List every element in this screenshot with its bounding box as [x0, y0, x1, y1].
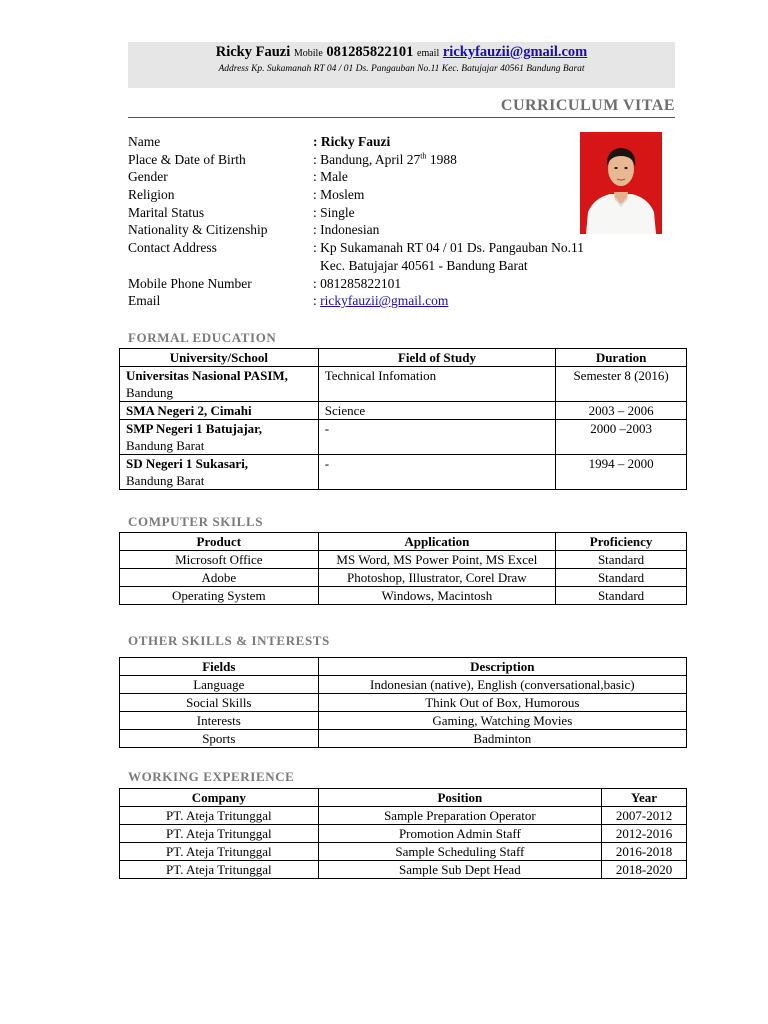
table-cell: PT. Ateja Tritunggal — [120, 861, 319, 879]
column-header: Product — [120, 533, 319, 551]
school-name: SMA Negeri 2, Cimahi — [126, 403, 252, 418]
field-label: Marital Status — [128, 204, 205, 220]
column-header: Position — [318, 789, 601, 807]
table-cell: Language — [120, 676, 319, 694]
column-header: Application — [318, 533, 556, 551]
education-table — [119, 348, 687, 490]
section-title-work: WORKING EXPERIENCE — [128, 769, 295, 784]
colon: : — [313, 222, 317, 238]
table-cell: 2007-2012 — [602, 807, 687, 825]
table-row — [120, 455, 687, 490]
table-cell: Social Skills — [120, 694, 319, 712]
table-cell: Badminton — [318, 730, 686, 748]
table-row — [120, 676, 687, 694]
duration-cell: Semester 8 (2016) — [556, 367, 687, 402]
field-value — [313, 239, 584, 257]
mobile-value: 081285822101 — [320, 275, 402, 291]
nationality-value: Indonesian — [320, 222, 380, 238]
address-line2: Kec. Batujajar 40561 - Bandung Barat — [320, 257, 528, 273]
contact-line — [128, 43, 675, 63]
table-row — [120, 807, 687, 825]
header-phone: 081285822101 — [326, 44, 414, 60]
table-cell: 2012-2016 — [602, 825, 687, 843]
table-cell: Adobe — [120, 569, 319, 587]
field-label: Email — [128, 293, 161, 309]
column-header: Description — [318, 658, 686, 676]
field-label: Mobile Phone Number — [128, 275, 252, 291]
table-cell: MS Word, MS Power Point, MS Excel — [318, 551, 556, 569]
table-cell: PT. Ateja Tritunggal — [120, 843, 319, 861]
field-value — [313, 133, 390, 151]
table-header-row — [120, 789, 687, 807]
field-value — [313, 204, 355, 222]
column-header: Duration — [556, 349, 687, 367]
table-cell: Operating System — [120, 587, 319, 605]
birth-value-post: 1988 — [426, 151, 457, 167]
field-label: Religion — [128, 187, 175, 203]
column-header: University/School — [120, 349, 319, 367]
table-cell: Promotion Admin Staff — [318, 825, 601, 843]
column-header: Company — [120, 789, 319, 807]
field-label: Nationality & Citizenship — [128, 222, 268, 238]
school-name: SMP Negeri 1 Batujajar, — [126, 421, 262, 436]
colon: : — [313, 151, 317, 167]
table-cell: Standard — [556, 551, 687, 569]
computer-skills-table — [119, 532, 687, 605]
birth-sup: th — [420, 151, 427, 161]
birth-value-pre: Bandung, April 27 — [320, 151, 421, 167]
colon: : — [313, 134, 318, 149]
table-row — [120, 569, 687, 587]
table-row — [120, 551, 687, 569]
table-row — [120, 861, 687, 879]
school-cell — [120, 420, 319, 455]
table-header-row — [120, 658, 687, 676]
portrait-illustration — [580, 132, 662, 234]
column-header: Fields — [120, 658, 319, 676]
table-cell: Sports — [120, 730, 319, 748]
school-place: Bandung — [126, 385, 173, 400]
duration-cell: 2003 – 2006 — [556, 402, 687, 420]
marital-value: Single — [320, 204, 355, 220]
school-cell — [120, 402, 319, 420]
school-cell — [120, 455, 319, 490]
school-place: Bandung Barat — [126, 438, 205, 453]
table-cell: Interests — [120, 712, 319, 730]
table-row — [120, 402, 687, 420]
religion-value: Moslem — [320, 187, 365, 203]
field-cell: - — [318, 420, 555, 455]
profile-photo — [580, 132, 662, 234]
email-link[interactable]: rickyfauzii@gmail.com — [320, 293, 449, 309]
field-value — [313, 275, 401, 293]
field-cell: Science — [318, 402, 555, 420]
colon: : — [313, 204, 317, 220]
table-row — [120, 712, 687, 730]
table-row — [120, 420, 687, 455]
address-line1: Kp Sukamanah RT 04 / 01 Ds. Pangauban No.11 — [320, 240, 585, 256]
page-title: CURRICULUM VITAE — [128, 96, 675, 118]
colon: : — [313, 169, 317, 185]
table-cell: Think Out of Box, Humorous — [318, 694, 686, 712]
table-cell: Standard — [556, 569, 687, 587]
table-cell: Photoshop, Illustrator, Corel Draw — [318, 569, 556, 587]
table-cell: Indonesian (native), English (conversational,basic) — [318, 676, 686, 694]
table-cell: Standard — [556, 587, 687, 605]
school-name: Universitas Nasional PASIM, — [126, 368, 288, 383]
section-title-computer: COMPUTER SKILLS — [128, 514, 264, 529]
table-row — [120, 587, 687, 605]
other-skills-table — [119, 657, 687, 748]
table-cell: PT. Ateja Tritunggal — [120, 825, 319, 843]
field-label: Gender — [128, 169, 168, 185]
column-header: Field of Study — [318, 349, 555, 367]
field-value — [313, 221, 379, 239]
school-cell — [120, 367, 319, 402]
field-label: Name — [128, 134, 161, 149]
header-email-link[interactable]: rickyfauzii@gmail.com — [442, 44, 588, 60]
colon: : — [313, 240, 317, 256]
column-header: Year — [602, 789, 687, 807]
field-label: Contact Address — [128, 240, 217, 256]
header-name: Ricky Fauzi — [215, 44, 291, 60]
table-row — [120, 825, 687, 843]
colon: : — [313, 187, 317, 203]
field-value — [313, 292, 448, 310]
contact-header — [128, 42, 675, 88]
email-label: email — [417, 48, 440, 59]
table-header-row — [120, 349, 687, 367]
section-title-education: FORMAL EDUCATION — [128, 330, 277, 345]
field-value — [313, 168, 348, 186]
column-header: Proficiency — [556, 533, 687, 551]
table-cell: Gaming, Watching Movies — [318, 712, 686, 730]
section-title-other: OTHER SKILLS & INTERESTS — [128, 633, 330, 648]
table-row — [120, 367, 687, 402]
duration-cell: 2000 –2003 — [556, 420, 687, 455]
table-cell: 2016-2018 — [602, 843, 687, 861]
school-place: Bandung Barat — [126, 473, 205, 488]
mobile-label: Mobile — [293, 48, 323, 59]
table-cell: 2018-2020 — [602, 861, 687, 879]
name-value: Ricky Fauzi — [320, 134, 391, 149]
header-address: Address Kp. Sukamanah RT 04 / 01 Ds. Pangauban No.11 Kec. Batujajar 40561 Bandung Barat — [218, 64, 585, 74]
table-cell: PT. Ateja Tritunggal — [120, 807, 319, 825]
table-row — [120, 843, 687, 861]
table-cell: Sample Scheduling Staff — [318, 843, 601, 861]
table-row — [120, 694, 687, 712]
field-cell: - — [318, 455, 555, 490]
work-experience-table — [119, 788, 687, 879]
gender-value: Male — [320, 169, 348, 185]
table-cell: Microsoft Office — [120, 551, 319, 569]
duration-cell: 1994 – 2000 — [556, 455, 687, 490]
field-value — [313, 151, 457, 169]
table-cell: Sample Preparation Operator — [318, 807, 601, 825]
field-value — [313, 186, 364, 204]
field-label: Place & Date of Birth — [128, 151, 246, 167]
table-cell: Sample Sub Dept Head — [318, 861, 601, 879]
table-row — [120, 730, 687, 748]
school-name: SD Negeri 1 Sukasari, — [126, 456, 249, 471]
colon: : — [313, 293, 317, 309]
colon: : — [313, 275, 317, 291]
table-header-row — [120, 533, 687, 551]
field-cell: Technical Infomation — [318, 367, 555, 402]
table-cell: Windows, Macintosh — [318, 587, 556, 605]
